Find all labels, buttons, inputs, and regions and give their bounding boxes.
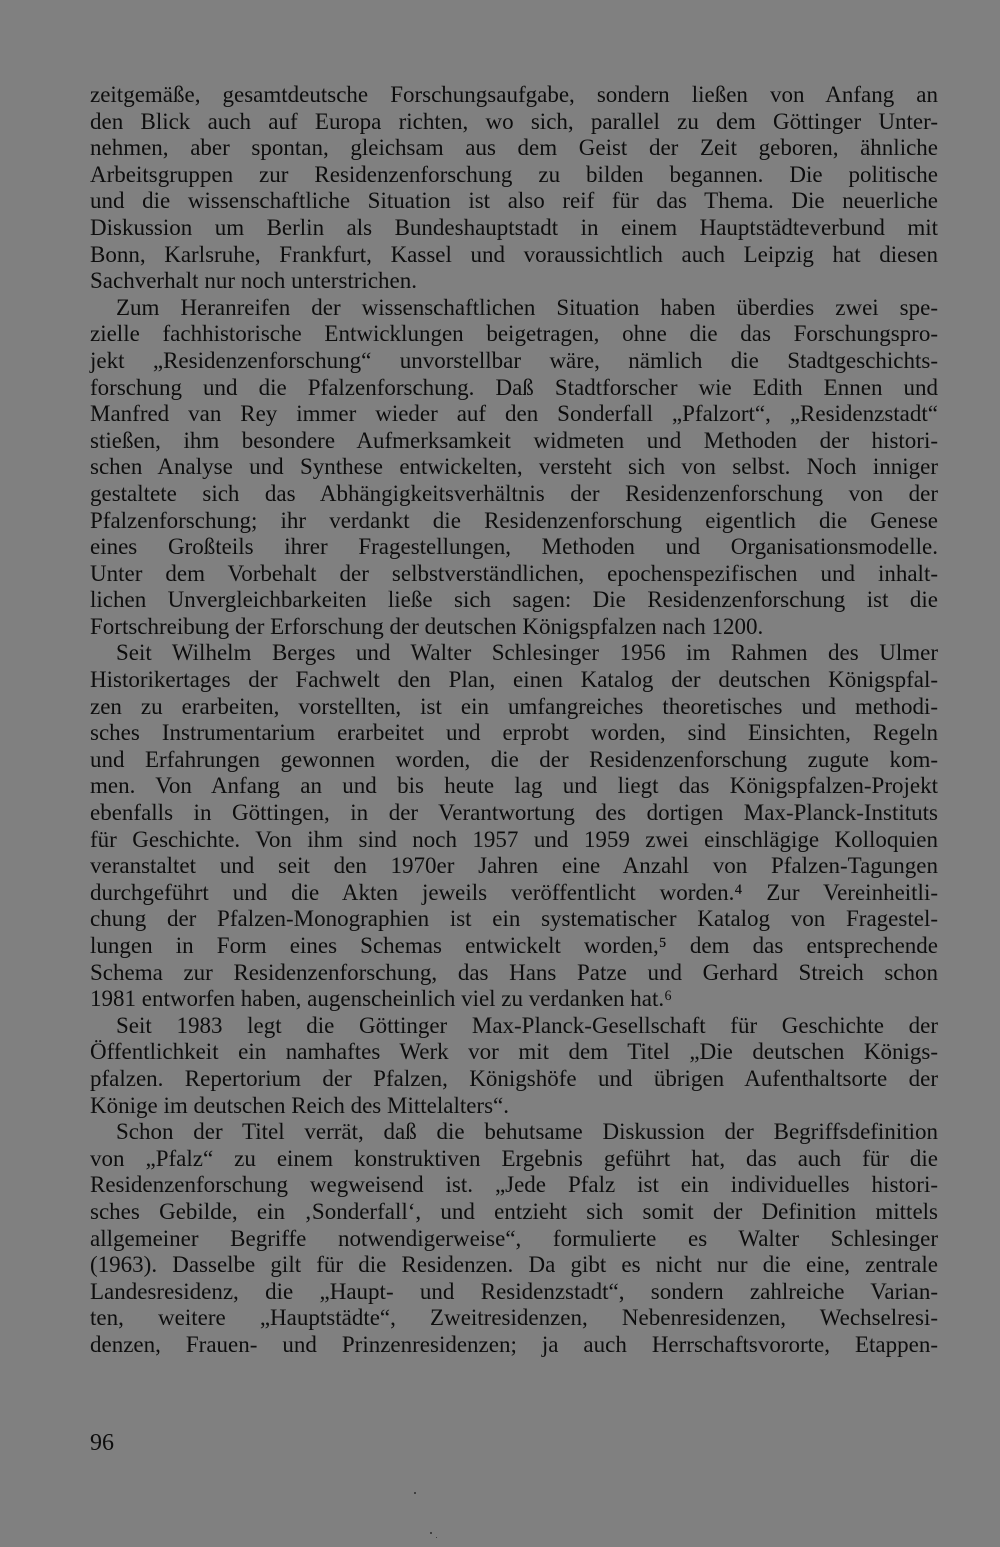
text-line: stießen, ihm besondere Aufmerksamkeit widmeten und Methoden der histori- — [90, 427, 938, 453]
text-line: Arbeitsgruppen zur Residenzenforschung zu bilden begannen. Die politische — [90, 161, 938, 187]
text-line: forschung und die Pfalzenforschung. Daß Stadtforscher wie Edith Ennen und — [90, 374, 938, 400]
text-line: Landesresidenz, die „Haupt- und Residenzstadt“, sondern zahlreiche Varian- — [90, 1278, 938, 1304]
text-line: zen zu erarbeiten, vorstellten, ist ein umfangreiches theoretisches und methodi- — [90, 693, 938, 719]
text-line: Könige im deutschen Reich des Mittelalters“. — [90, 1092, 509, 1118]
text-line: Öffentlichkeit ein namhaftes Werk vor mit dem Titel „Die deutschen Königs- — [90, 1039, 938, 1065]
body-text — [90, 82, 938, 1359]
text-line: Seit Wilhelm Berges und Walter Schlesinger 1956 im Rahmen des Ulmer — [116, 640, 938, 666]
text-line: men. Von Anfang an und bis heute lag und liegt das Königspfalzen-Projekt — [90, 773, 938, 799]
page-number: 96 — [90, 1430, 114, 1456]
scan-speck — [436, 1537, 437, 1538]
text-line: lichen Unvergleichbarkeiten ließe sich sagen: Die Residenzenforschung ist die — [90, 587, 938, 613]
text-line: Historikertages der Fachwelt den Plan, einen Katalog der deutschen Königspfal- — [90, 667, 938, 693]
text-line: Unter dem Vorbehalt der selbstverständlichen, epochenspezifischen und inhalt- — [90, 560, 938, 586]
text-line: und Erfahrungen gewonnen worden, die der Residenzenforschung zugute kom- — [90, 746, 938, 772]
text-line: Zum Heranreifen der wissenschaftlichen Situation haben überdies zwei spe- — [116, 294, 938, 320]
text-line: denzen, Frauen- und Prinzenresidenzen; ja auch Herrschaftsvororte, Etappen- — [90, 1331, 938, 1357]
text-line: veranstaltet und seit den 1970er Jahren eine Anzahl von Pfalzen-Tagungen — [90, 853, 938, 879]
text-line: jekt „Residenzenforschung“ unvorstellbar wäre, nämlich die Stadtgeschichts- — [90, 347, 938, 373]
text-line: pfalzen. Repertorium der Pfalzen, Königshöfe und übrigen Aufenthaltsorte der — [90, 1065, 938, 1091]
text-line: für Geschichte. Von ihm sind noch 1957 und 1959 zwei einschlägige Kolloquien — [90, 826, 938, 852]
text-line: sches Gebilde, ein ‚Sonderfall‘, und entzieht sich somit der Definition mittels — [90, 1198, 938, 1224]
text-line: nehmen, aber spontan, gleichsam aus dem Geist der Zeit geboren, ähnliche — [90, 135, 938, 161]
text-line: schen Analyse und Synthese entwickelten, versteht sich von selbst. Noch inniger — [90, 454, 938, 480]
text-line: Schon der Titel verrät, daß die behutsame Diskussion der Begriffsdefinition — [116, 1119, 938, 1145]
text-line: Bonn, Karlsruhe, Frankfurt, Kassel und voraussichtlich auch Leipzig hat diesen — [90, 241, 938, 267]
text-line: Schema zur Residenzenforschung, das Hans Patze und Gerhard Streich schon — [90, 959, 938, 985]
text-line: chung der Pfalzen-Monographien ist ein systematischer Katalog von Fragestel- — [90, 906, 938, 932]
text-line: ebenfalls in Göttingen, in der Verantwortung des dortigen Max-Planck-Instituts — [90, 800, 938, 826]
text-line: Residenzenforschung wegweisend ist. „Jede Pfalz ist ein individuelles histori- — [90, 1172, 938, 1198]
text-line: Manfred van Rey immer wieder auf den Sonderfall „Pfalzort“, „Residenzstadt“ — [90, 401, 938, 427]
text-line: Sachverhalt nur noch unterstrichen. — [90, 268, 417, 294]
text-line: zielle fachhistorische Entwicklungen beigetragen, ohne die das Forschungspro- — [90, 321, 938, 347]
text-line: Diskussion um Berlin als Bundeshauptstadt in einem Hauptstädteverbund mit — [90, 214, 938, 240]
text-line: Pfalzenforschung; ihr verdankt die Residenzenforschung eigentlich die Genese — [90, 507, 938, 533]
text-line: durchgeführt und die Akten jeweils veröffentlicht worden.⁴ Zur Vereinheitli- — [90, 879, 938, 905]
text-line: allgemeiner Begriffe notwendigerweise“, formulierte es Walter Schlesinger — [90, 1225, 938, 1251]
text-line: Seit 1983 legt die Göttinger Max-Planck-Gesellschaft für Geschichte der — [116, 1012, 938, 1038]
scan-speck — [430, 1532, 432, 1534]
text-line: den Blick auch auf Europa richten, wo sich, parallel zu dem Göttinger Unter- — [90, 108, 938, 134]
text-line: zeitgemäße, gesamtdeutsche Forschungsaufgabe, sondern ließen von Anfang an — [90, 82, 938, 107]
text-line: 1981 entworfen haben, augenscheinlich viel zu verdanken hat.⁶ — [90, 986, 673, 1012]
text-line: und die wissenschaftliche Situation ist also reif für das Thema. Die neuerliche — [90, 188, 938, 214]
text-line: gestaltete sich das Abhängigkeitsverhältnis der Residenzenforschung von der — [90, 480, 938, 506]
text-line: lungen in Form eines Schemas entwickelt worden,⁵ dem das entsprechende — [90, 933, 938, 958]
text-line: eines Großteils ihrer Fragestellungen, Methoden und Organisationsmodelle. — [90, 534, 938, 560]
text-line: von „Pfalz“ zu einem konstruktiven Ergebnis geführt hat, das auch für die — [90, 1145, 938, 1171]
text-line: ten, weitere „Hauptstädte“, Zweitresidenzen, Nebenresidenzen, Wechselresi- — [90, 1305, 938, 1331]
text-line: sches Instrumentarium erarbeitet und erprobt worden, sind Einsichten, Regeln — [90, 720, 938, 746]
text-line: (1963). Dasselbe gilt für die Residenzen. Da gibt es nicht nur die eine, zentrale — [90, 1252, 938, 1278]
text-line: Fortschreibung der Erforschung der deutschen Königspfalzen nach 1200. — [90, 613, 764, 639]
scan-speck — [414, 1492, 416, 1494]
